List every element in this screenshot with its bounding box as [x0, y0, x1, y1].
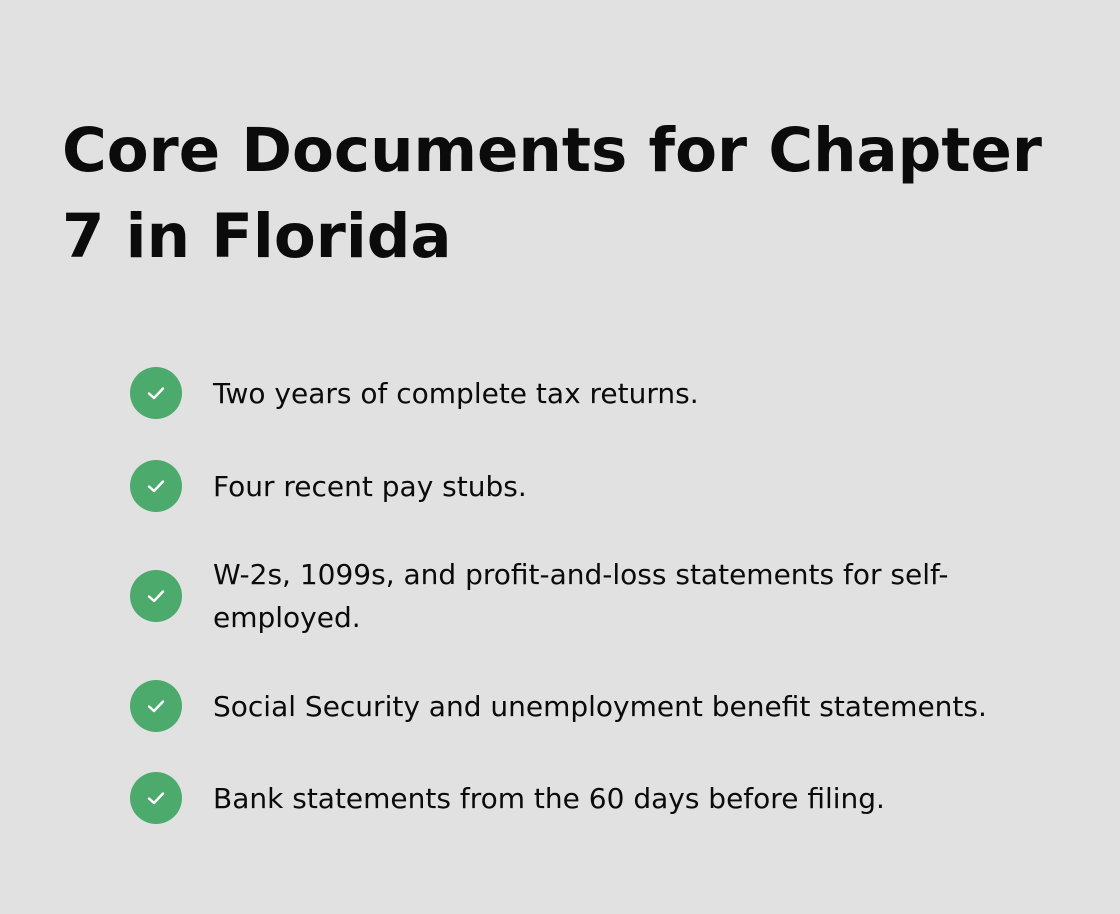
list-item-text: Four recent pay stubs. — [213, 469, 527, 503]
list-item — [130, 553, 1070, 639]
page-title: Core Documents for Chapter 7 in Florida — [62, 115, 1042, 272]
check-circle-icon — [130, 570, 182, 622]
list-item-text: W-2s, 1099s, and profit-and-loss statements for self-employed. — [213, 558, 949, 634]
list-item — [130, 367, 1070, 419]
list-item-text: Bank statements from the 60 days before filing. — [213, 781, 885, 815]
list-item — [130, 460, 1070, 512]
check-circle-icon — [130, 460, 182, 512]
check-circle-icon — [130, 680, 182, 732]
list-item-text: Social Security and unemployment benefit statements. — [213, 689, 987, 723]
list-item — [130, 772, 1070, 824]
check-circle-icon — [130, 367, 182, 419]
check-circle-icon — [130, 772, 182, 824]
list-item — [130, 680, 1070, 732]
list-item-text: Two years of complete tax returns. — [213, 376, 699, 410]
